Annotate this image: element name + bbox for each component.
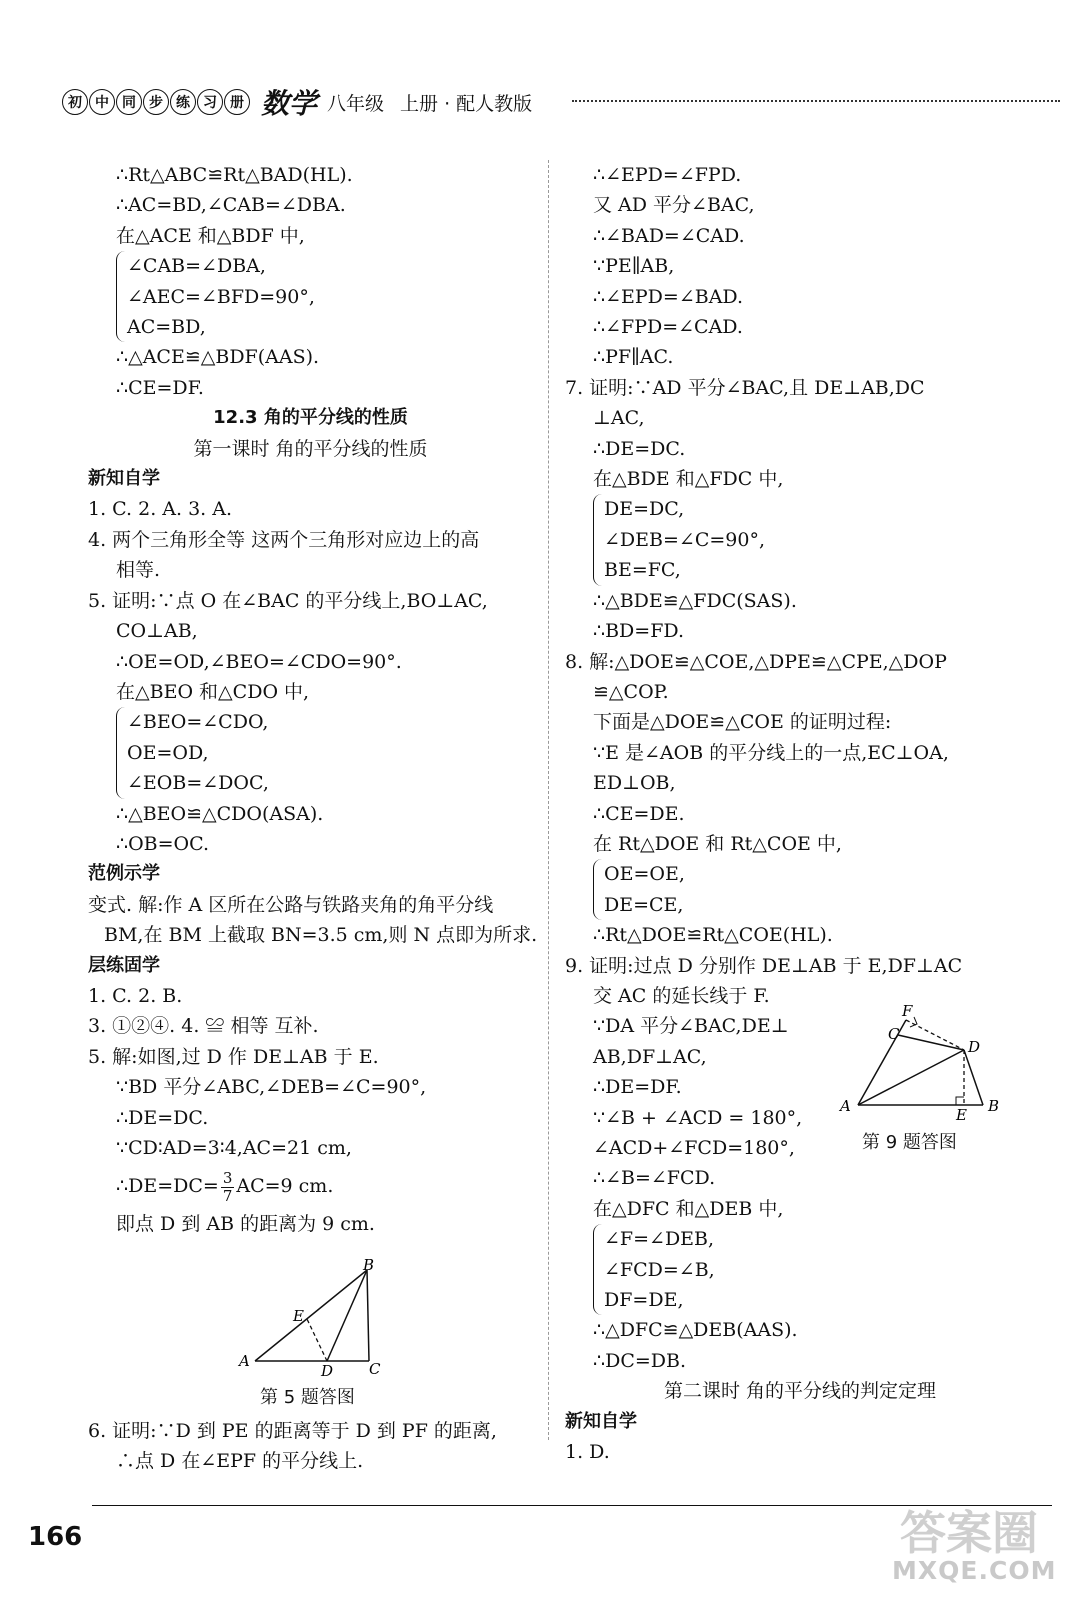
text-line: ∴DE=DC. xyxy=(593,437,686,460)
label-c: C xyxy=(369,1360,381,1378)
text-line: ∴BD=FD. xyxy=(593,620,684,643)
segment-cb xyxy=(367,1270,369,1361)
text-line: 变式. 解:作 A 区所在公路与铁路夹角的角平分线 xyxy=(88,893,494,916)
text-line: ∴DE=DF. xyxy=(593,1076,682,1099)
label-b: B xyxy=(988,1097,1000,1115)
figure-5-caption: 第 5 题答图 xyxy=(260,1387,355,1408)
figure-9-diagram xyxy=(836,1002,1006,1122)
series-char-circle: 步 xyxy=(143,89,169,115)
text-line: 相等. xyxy=(116,559,161,582)
section-title: 12.3 角的平分线的性质 xyxy=(213,407,408,429)
brace-system xyxy=(565,859,1035,920)
column-divider xyxy=(548,160,549,1440)
series-char-circle: 习 xyxy=(197,89,223,115)
label-d: D xyxy=(321,1362,334,1380)
subsection-heading: 范例示学 xyxy=(88,863,160,885)
text-line: AB,DF⊥AC, xyxy=(593,1045,707,1068)
system-line: ∠FCD=∠B, xyxy=(604,1258,715,1281)
grade-label: 八年级 xyxy=(327,92,385,115)
text-line: ∴∠B=∠FCD. xyxy=(593,1167,716,1190)
text-line: 又 AD 平分∠BAC, xyxy=(593,194,755,217)
label-b: B xyxy=(363,1256,375,1274)
system-line: ∠CAB=∠DBA, xyxy=(127,255,266,278)
left-column xyxy=(88,160,538,1240)
label-e: E xyxy=(956,1106,967,1122)
equation-end: AC=9 cm. xyxy=(236,1175,334,1198)
text-line: 在△ACE 和△BDF 中, xyxy=(116,224,305,247)
running-header xyxy=(62,82,548,122)
text-line: 7. 证明:∵AD 平分∠BAC,且 DE⊥AB,DC xyxy=(565,376,925,399)
lesson-title: 第一课时 角的平分线的性质 xyxy=(193,437,428,460)
text-line: 下面是△DOE≌△COE 的证明过程: xyxy=(593,711,892,734)
text-line: ∴点 D 在∠EPF 的平分线上. xyxy=(116,1450,364,1473)
text-line: ∴OE=OD,∠BEO=∠CDO=90°. xyxy=(116,650,402,673)
text-line: ∴AC=BD,∠CAB=∠DBA. xyxy=(116,194,346,217)
watermark-url: MXQE.COM xyxy=(892,1556,1057,1585)
text-line: BM,在 BM 上截取 BN=3.5 cm,则 N 点即为所求. xyxy=(104,924,538,947)
text-line: ∴DC=DB. xyxy=(593,1349,687,1372)
text-line: ∴△DFC≌△DEB(AAS). xyxy=(593,1319,798,1342)
text-line: ∴∠FPD=∠CAD. xyxy=(593,316,743,339)
subject-title: 数学 xyxy=(261,87,318,120)
system-line: OE=OD, xyxy=(127,741,209,764)
system-line: ∠DEB=∠C=90°, xyxy=(604,528,765,551)
text-line: ∵PE∥AB, xyxy=(593,255,675,278)
text-line: 在 Rt△DOE 和 Rt△COE 中, xyxy=(593,832,842,855)
text-line: 3. ①②④. 4. ≌ 相等 互补. xyxy=(88,1015,319,1038)
text-line: 在△BEO 和△CDO 中, xyxy=(116,680,310,703)
text-line: ∵∠B + ∠ACD = 180°, xyxy=(593,1106,803,1129)
fraction-denominator: 7 xyxy=(222,1186,233,1205)
text-line: ≌△COP. xyxy=(593,680,669,703)
text-line: 1. C. 2. B. xyxy=(88,984,183,1007)
system-line: DF=DE, xyxy=(604,1289,684,1312)
text-line: ∴Rt△DOE≌Rt△COE(HL). xyxy=(593,924,833,947)
text-line: 5. 证明:∵点 O 在∠BAC 的平分线上,BO⊥AC, xyxy=(88,589,488,612)
brace-mark xyxy=(593,494,602,585)
system-line: BE=FC, xyxy=(604,559,681,582)
text-line: ∴∠EPD=∠FPD. xyxy=(593,164,742,186)
text-line: ⊥AC, xyxy=(593,407,645,430)
label-a: A xyxy=(840,1097,851,1115)
brace-mark xyxy=(116,707,125,798)
text-line: 9. 证明:过点 D 分别作 DE⊥AB 于 E,DF⊥AC xyxy=(565,954,963,977)
brace-mark xyxy=(593,1224,602,1315)
label-e: E xyxy=(293,1307,304,1325)
text-line: ∴Rt△ABC≌Rt△BAD(HL). xyxy=(116,164,353,186)
text-line: 8. 解:△DOE≌△COE,△DPE≌△CPE,△DOP xyxy=(565,650,947,673)
right-angle-e xyxy=(956,1097,964,1105)
subsection-heading: 新知自学 xyxy=(88,468,160,490)
text-line: ∴△BDE≌△FDC(SAS). xyxy=(593,589,797,612)
text-line: 1. D. xyxy=(565,1441,610,1464)
text-line: ∵DA 平分∠BAC,DE⊥ xyxy=(593,1015,789,1038)
text-line: 1. C. 2. A. 3. A. xyxy=(88,498,233,521)
header-dotted-rule xyxy=(572,100,1060,102)
segment-cd xyxy=(898,1035,964,1050)
text-line: ∵CD∶AD=3∶4,AC=21 cm, xyxy=(116,1137,352,1159)
brace-system xyxy=(565,494,1035,585)
series-title xyxy=(62,89,251,115)
text-line: ∴DE=DC. xyxy=(116,1106,209,1129)
series-char-circle: 初 xyxy=(62,89,88,115)
system-line: ∠F=∠DEB, xyxy=(604,1228,715,1251)
system-line: ∠AEC=∠BFD=90°, xyxy=(127,285,315,308)
text-line: 在△DFC 和△DEB 中, xyxy=(593,1197,784,1220)
subsection-heading: 层练固学 xyxy=(88,954,160,976)
right-column xyxy=(565,160,1035,1467)
left-column-tail xyxy=(88,1416,533,1477)
text-line: ∴OB=OC. xyxy=(116,832,210,855)
edition-label: 上册 · 配人教版 xyxy=(400,92,533,115)
text-line: ∠ACD+∠FCD=180°, xyxy=(593,1137,795,1159)
text-line: ∵E 是∠AOB 的平分线上的一点,EC⊥OA, xyxy=(593,741,949,764)
watermark-logo: 答案圈 xyxy=(900,1506,1038,1560)
system-line: ∠EOB=∠DOC, xyxy=(127,772,269,795)
page-number: 166 xyxy=(28,1522,83,1552)
series-char-circle: 练 xyxy=(170,89,196,115)
text-line: ∴∠BAD=∠CAD. xyxy=(593,224,745,247)
text-line: ∴CE=DE. xyxy=(593,802,685,825)
brace-system xyxy=(88,251,533,342)
text-line: 5. 解:如图,过 D 作 DE⊥AB 于 E. xyxy=(88,1045,379,1068)
text-line: ∴△ACE≌△BDF(AAS). xyxy=(116,346,320,369)
fraction-line xyxy=(88,1163,533,1209)
series-char-circle: 同 xyxy=(116,89,142,115)
system-line: OE=OE, xyxy=(604,863,685,886)
label-a: A xyxy=(239,1352,250,1370)
text-line: ED⊥OB, xyxy=(593,772,676,795)
text-line: ∴∠EPD=∠BAD. xyxy=(593,285,744,308)
series-char-circle: 中 xyxy=(89,89,115,115)
brace-system xyxy=(88,707,533,798)
segment-db xyxy=(964,1050,983,1105)
fraction-numerator: 3 xyxy=(222,1168,233,1187)
text-line: CO⊥AB, xyxy=(116,620,198,643)
text-line: ∴△BEO≌△CDO(ASA). xyxy=(116,802,324,825)
text-line: ∴CE=DF. xyxy=(116,376,204,399)
text-line: 即点 D 到 AB 的距离为 9 cm. xyxy=(116,1213,375,1236)
system-line: DE=DC, xyxy=(604,498,685,521)
figure-5-diagram xyxy=(235,1255,395,1380)
text-line: 交 AC 的延长线于 F. xyxy=(593,984,770,1007)
system-line: ∠BEO=∠CDO, xyxy=(127,711,269,734)
equation-start: ∴DE=DC= xyxy=(116,1175,219,1198)
system-line: DE=CE, xyxy=(604,893,684,916)
brace-mark xyxy=(116,251,125,342)
lesson-title: 第二课时 角的平分线的判定定理 xyxy=(663,1380,937,1403)
segment-de xyxy=(307,1319,327,1361)
label-d: D xyxy=(968,1038,981,1056)
text-line: ∵BD 平分∠ABC,∠DEB=∠C=90°, xyxy=(116,1076,427,1099)
segment-db xyxy=(327,1270,367,1361)
text-line: 4. 两个三角形全等 这两个三角形对应边上的高 xyxy=(88,528,480,551)
brace-mark xyxy=(593,859,602,920)
label-c: C xyxy=(888,1025,900,1043)
series-char-circle: 册 xyxy=(224,89,250,115)
segment-ab xyxy=(255,1270,367,1361)
fraction xyxy=(221,1170,235,1205)
brace-system xyxy=(565,1224,1035,1315)
subsection-heading: 新知自学 xyxy=(565,1410,637,1432)
text-line: 在△BDE 和△FDC 中, xyxy=(593,468,784,491)
system-line: AC=BD, xyxy=(127,316,206,339)
label-f: F xyxy=(902,1002,913,1020)
text-line: ∴PF∥AC. xyxy=(593,346,674,369)
figure-9-caption: 第 9 题答图 xyxy=(862,1132,957,1153)
text-line: 6. 证明:∵D 到 PE 的距离等于 D 到 PF 的距离, xyxy=(88,1420,497,1442)
